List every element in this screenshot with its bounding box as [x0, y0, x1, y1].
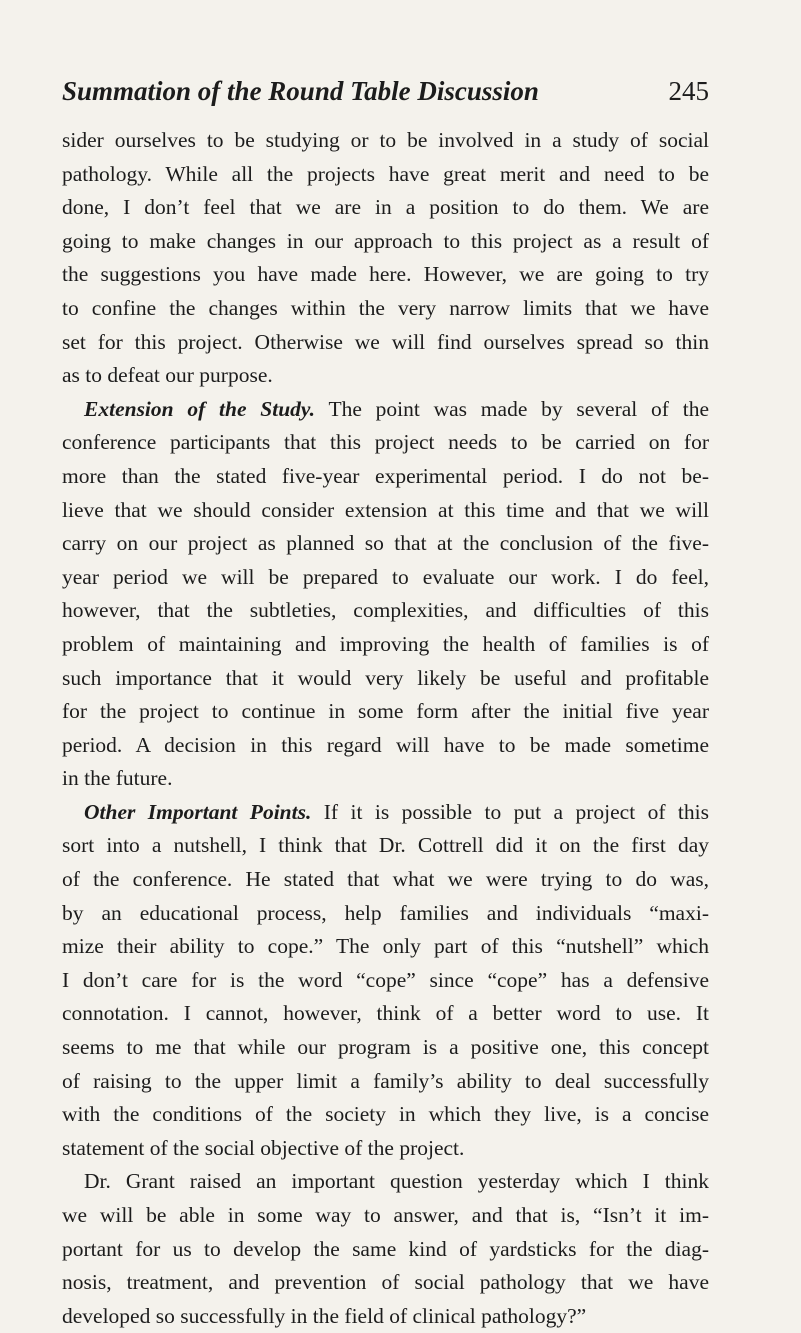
- text-fragment: Dr. Grant raised an important question yesterday which I think: [84, 1169, 709, 1194]
- text-line: set for this project. Otherwise we will find ourselves spread so thin: [62, 329, 709, 354]
- text-line: in the future.: [62, 766, 173, 791]
- text-line: we will be able in some way to answer, and that is, “Isn’t it im-: [62, 1203, 709, 1227]
- text-line: as to defeat our purpose.: [62, 363, 273, 388]
- text-line: [62, 393, 709, 427]
- text-line: developed so successfully in the field of clinical pathology?”: [62, 1303, 587, 1328]
- text-line: period. A decision in this regard will have to be made sometime: [62, 732, 709, 757]
- text-line: to confine the changes within the very narrow limits that we have: [62, 295, 709, 320]
- text-line: year period we will be prepared to evaluate our work. I do feel,: [62, 564, 709, 589]
- running-title: Summation of the Round Table Discussion: [62, 76, 539, 106]
- text-line: pathology. While all the projects have great merit and need to be: [62, 161, 709, 186]
- text-line: done, I don’t feel that we are in a position to do them. We are: [62, 195, 709, 220]
- text-line: such importance that it would very likely be useful and profitable: [62, 665, 709, 690]
- body-text: [62, 124, 709, 1333]
- section-runin-heading: Other Important Points.: [84, 799, 312, 824]
- text-line: nosis, treatment, and prevention of social pathology that we have: [62, 1270, 709, 1295]
- text-line: of raising to the upper limit a family’s ability to deal successfully: [62, 1068, 709, 1093]
- text-line: connotation. I cannot, however, think of a better word to use. It: [62, 1001, 709, 1026]
- text-line: of the conference. He stated that what we were trying to do was,: [62, 867, 709, 892]
- page-number: 245: [668, 76, 709, 106]
- text-line: by an educational process, help families and individuals “maxi-: [62, 900, 709, 925]
- text-line: with the conditions of the society in which they live, is a concise: [62, 1102, 709, 1127]
- text-line: portant for us to develop the same kind of yardsticks for the diag-: [62, 1236, 709, 1261]
- text-line: more than the stated five-year experimental period. I do not be-: [62, 463, 709, 488]
- text-fragment: If it is possible to put a project of this: [311, 799, 709, 824]
- paragraph: [62, 1165, 709, 1333]
- text-line: problem of maintaining and improving the health of families is of: [62, 631, 709, 656]
- text-line: lieve that we should consider extension at this time and that we will: [62, 497, 709, 522]
- running-head: [62, 76, 709, 110]
- text-line: [62, 1165, 709, 1199]
- text-line: for the project to continue in some form after the initial five year: [62, 699, 709, 724]
- text-line: sider ourselves to be studying or to be involved in a study of social: [62, 128, 709, 152]
- text-line: seems to me that while our program is a positive one, this concept: [62, 1035, 709, 1060]
- paragraph: [62, 393, 709, 796]
- text-line: statement of the social objective of the project.: [62, 1135, 465, 1160]
- text-fragment: The point was made by several of the: [315, 396, 709, 421]
- text-line: going to make changes in our approach to this project as a result of: [62, 228, 709, 253]
- paragraph: [62, 124, 709, 393]
- text-line: I don’t care for is the word “cope” since “cope” has a defensive: [62, 967, 709, 992]
- text-line: mize their ability to cope.” The only part of this “nutshell” which: [62, 934, 709, 959]
- text-line: [62, 796, 709, 830]
- section-runin-heading: Extension of the Study.: [84, 396, 316, 421]
- text-line: conference participants that this project needs to be carried on for: [62, 430, 709, 455]
- text-line: the suggestions you have made here. However, we are going to try: [62, 262, 709, 287]
- text-line: however, that the subtleties, complexities, and difficulties of this: [62, 598, 709, 623]
- paragraph: [62, 796, 709, 1166]
- text-line: sort into a nutshell, I think that Dr. Cottrell did it on the first day: [62, 833, 709, 858]
- text-line: carry on our project as planned so that at the conclusion of the five-: [62, 531, 709, 556]
